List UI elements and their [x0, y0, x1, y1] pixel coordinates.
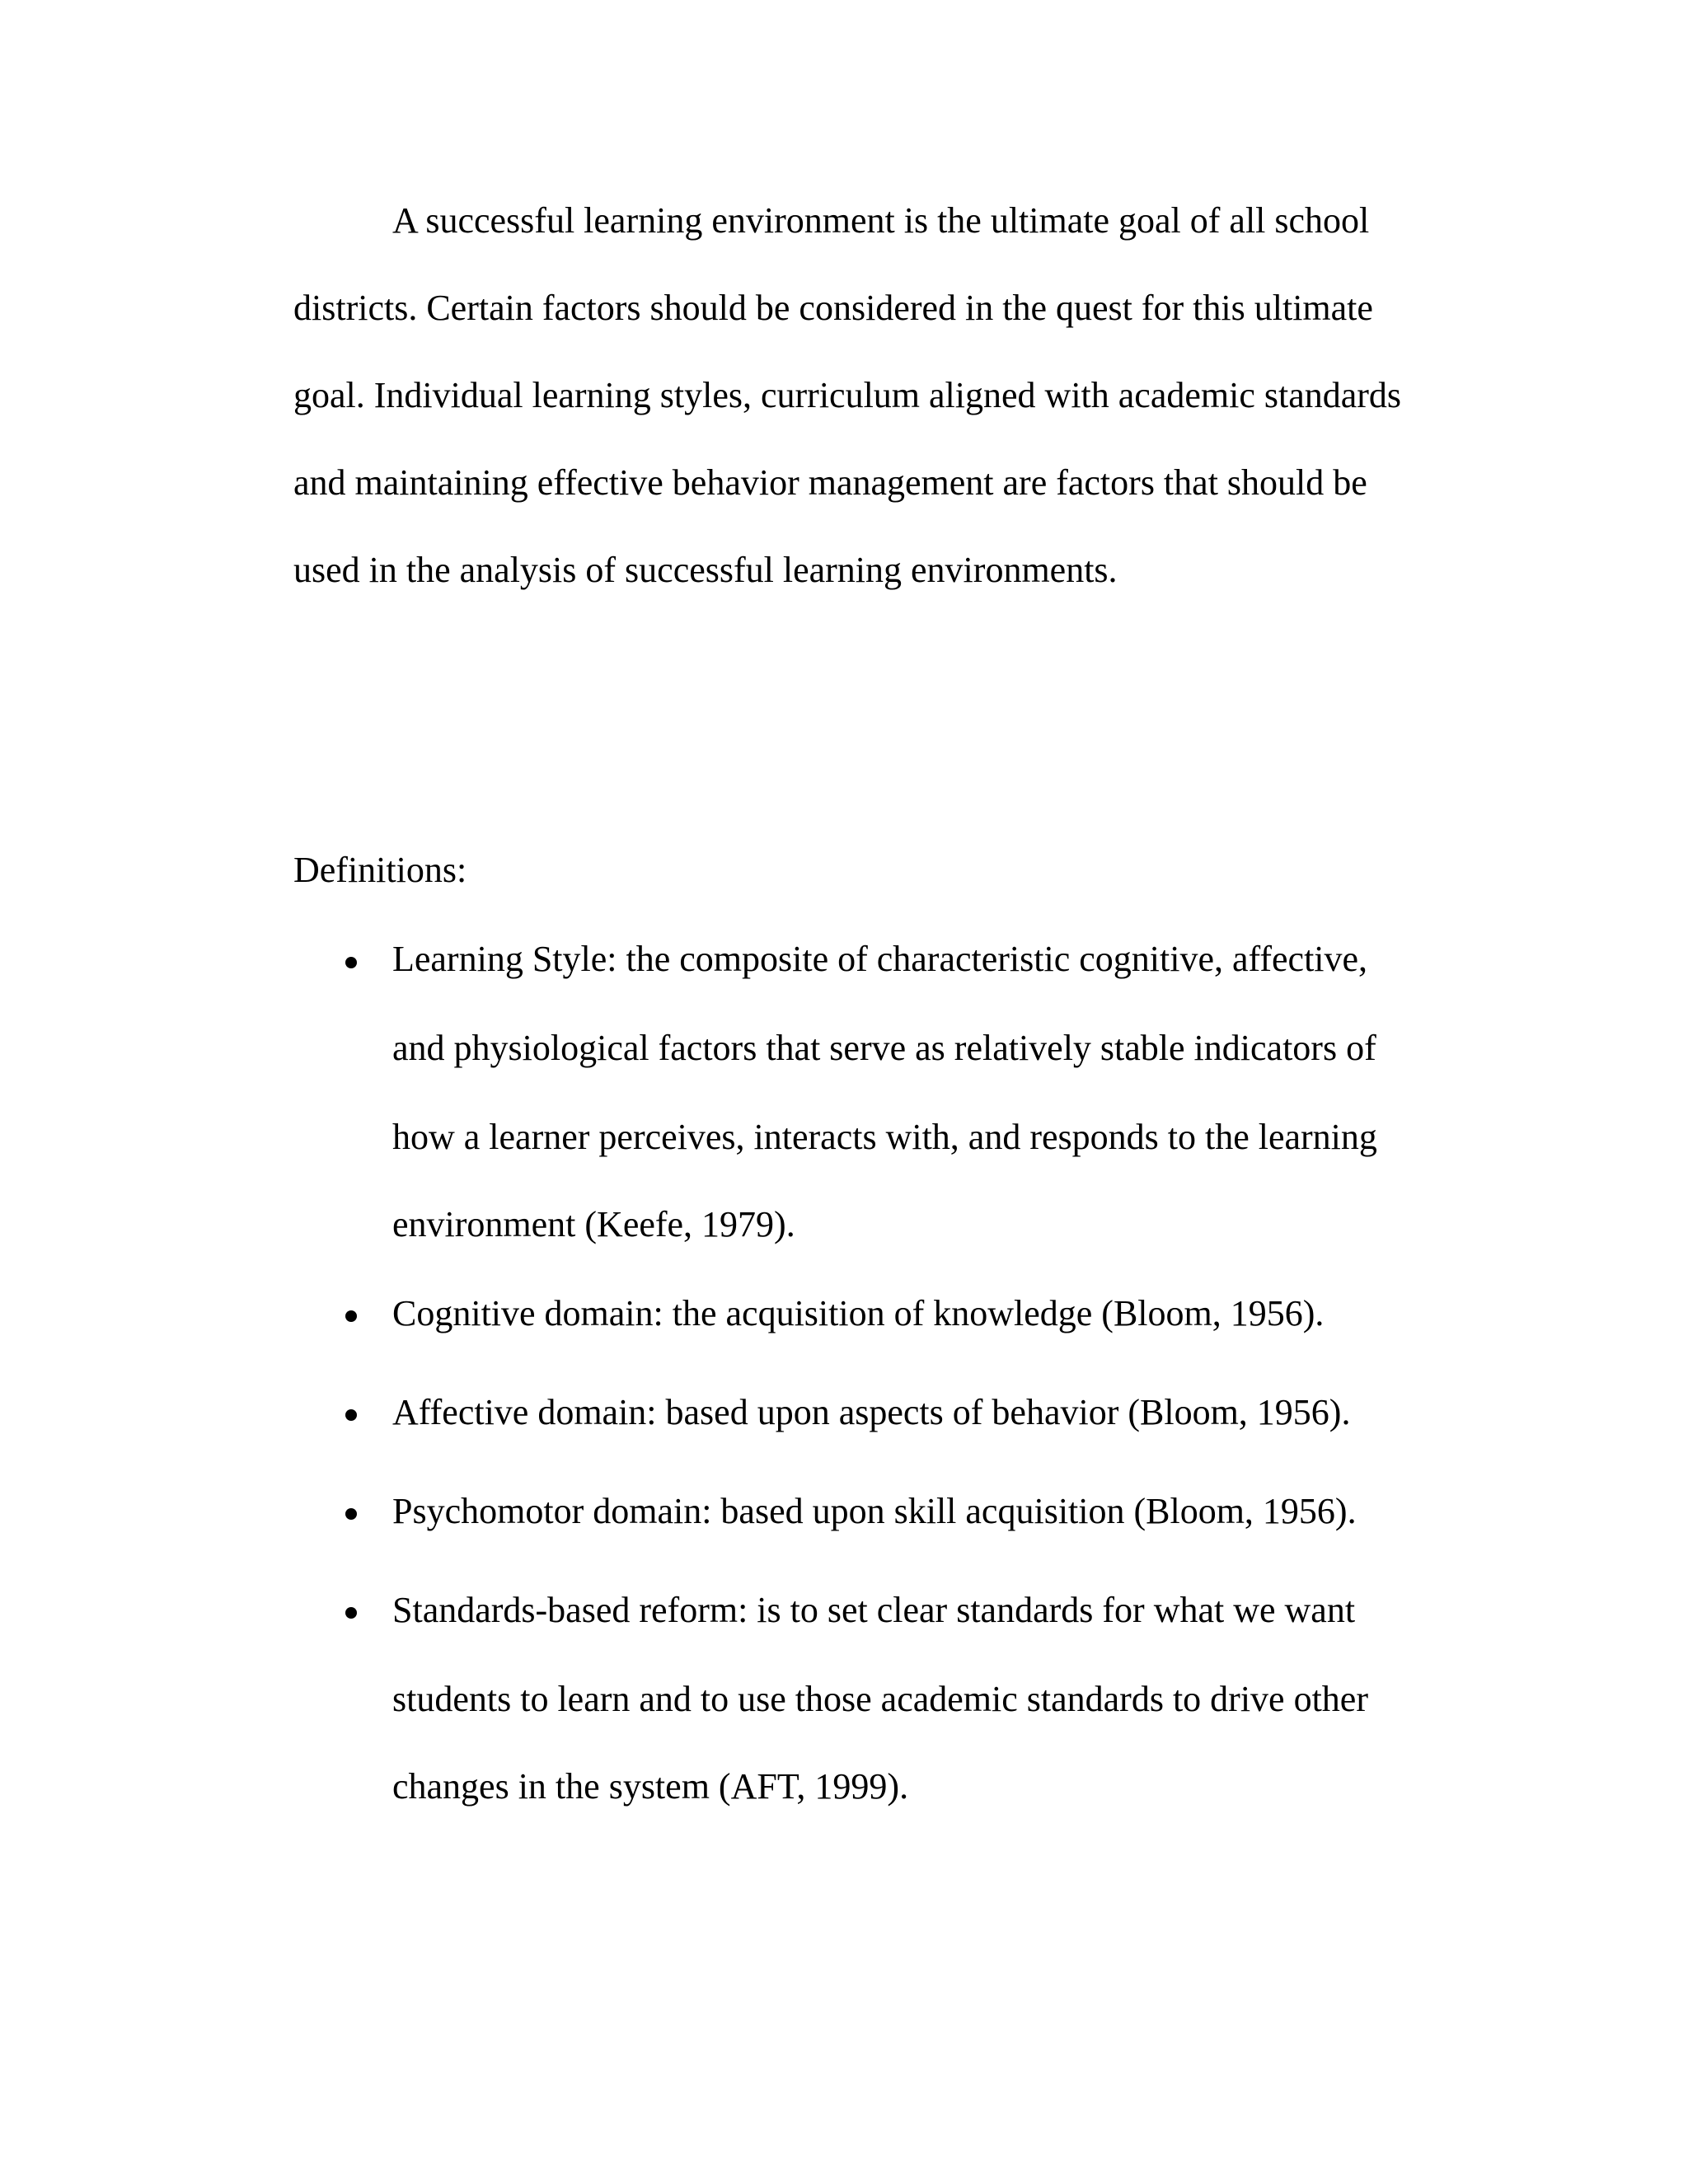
- paragraph-line: goal. Individual learning styles, curriculum aligned with academic standards: [293, 375, 1402, 415]
- list-item-line: Affective domain: based upon aspects of behavior (Bloom, 1956).: [392, 1392, 1351, 1432]
- list-item-line: changes in the system (AFT, 1999).: [392, 1766, 909, 1807]
- bullet-icon: [345, 957, 357, 968]
- list-item-line: Psychomotor domain: based upon skill acquisition (Bloom, 1956).: [392, 1491, 1357, 1531]
- list-item-line: how a learner perceives, interacts with, and responds to the learning: [392, 1117, 1377, 1157]
- bullet-icon: [345, 1508, 357, 1520]
- list-item-line: Cognitive domain: the acquisition of knowledge (Bloom, 1956).: [392, 1293, 1325, 1333]
- bullet-icon: [345, 1607, 357, 1619]
- list-item-line: and physiological factors that serve as relatively stable indicators of: [392, 1028, 1376, 1068]
- list-item-line: students to learn and to use those academic standards to drive other: [392, 1679, 1368, 1719]
- paragraph-line: A successful learning environment is the ultimate goal of all school: [392, 200, 1370, 241]
- paragraph-line: districts. Certain factors should be considered in the quest for this ultimate: [293, 288, 1373, 328]
- list-item-line: environment (Keefe, 1979).: [392, 1204, 795, 1244]
- list-item-line: Learning Style: the composite of characteristic cognitive, affective,: [392, 939, 1368, 979]
- bullet-icon: [345, 1409, 357, 1421]
- definitions-heading: Definitions:: [293, 850, 467, 890]
- paragraph-line: used in the analysis of successful learning environments.: [293, 550, 1118, 590]
- paragraph-line: and maintaining effective behavior management are factors that should be: [293, 462, 1367, 503]
- bullet-icon: [345, 1310, 357, 1322]
- list-item-line: Standards-based reform: is to set clear standards for what we want: [392, 1590, 1356, 1630]
